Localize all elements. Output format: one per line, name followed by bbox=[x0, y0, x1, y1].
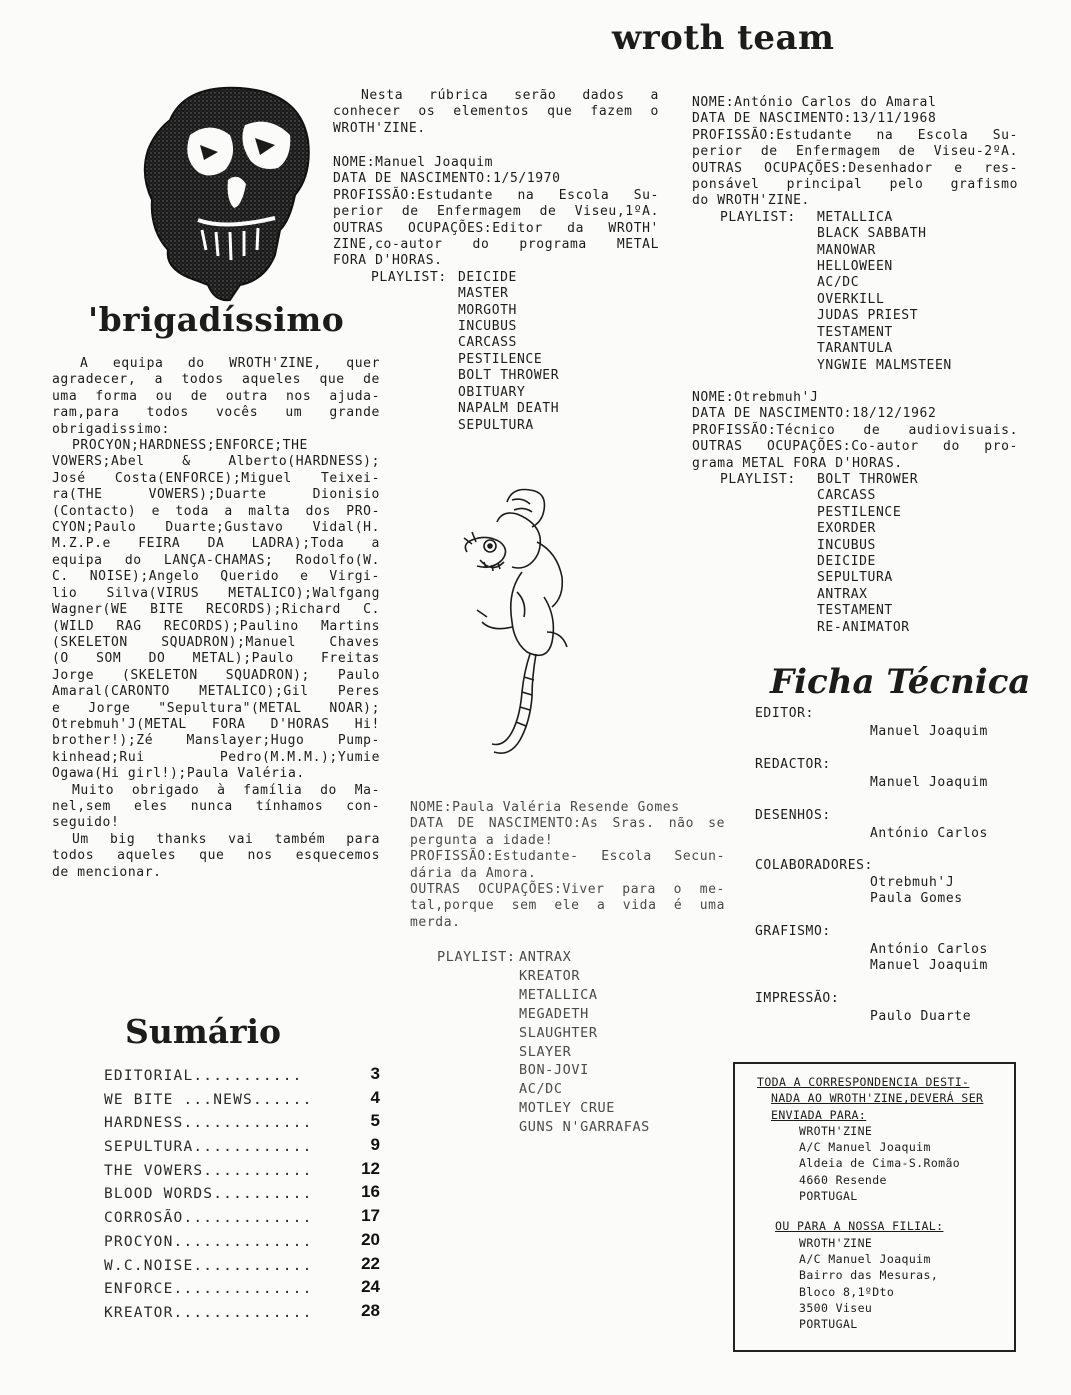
playlist-item: JUDAS PRIEST bbox=[817, 308, 919, 324]
playlist-item: MORGOTH bbox=[458, 302, 517, 318]
member-profile-otrebmuh bbox=[692, 390, 1018, 636]
playlist-item: DEICIDE bbox=[817, 554, 876, 570]
text-line: ram,para todos vocês um grande bbox=[52, 405, 380, 421]
text-line: lio Silva(VIRUS METALICO);Walfgang bbox=[52, 585, 380, 601]
text-line: Jorge (SKELETON SQUADRON); Paulo bbox=[52, 667, 380, 683]
text-line: ENVIADA PARA: bbox=[771, 1107, 867, 1122]
playlist-label: PLAYLIST: bbox=[720, 472, 796, 488]
toc-item bbox=[104, 1300, 384, 1329]
member-birthdate: DATA DE NASCIMENTO:13/11/1968 bbox=[692, 111, 937, 127]
member-name: NOME:Paula Valéria Resende Gomes bbox=[410, 800, 680, 815]
playlist-item: YNGWIE MALMSTEEN bbox=[817, 357, 952, 373]
playlist-item: EXORDER bbox=[817, 521, 876, 537]
playlist-item: BLACK SABBATH bbox=[817, 226, 927, 242]
playlist-item: SLAUGHTER bbox=[519, 1024, 598, 1041]
text-line: kinhead;Rui Pedro(M.M.M.);Yumie bbox=[52, 749, 380, 765]
text-line: de mencionar. bbox=[52, 864, 162, 880]
text-line: conhecer os elementos que fazem o bbox=[333, 104, 659, 120]
toc-label: W.C.NOISE............ bbox=[104, 1257, 313, 1274]
playlist bbox=[437, 948, 650, 1137]
toc-item bbox=[104, 1087, 384, 1116]
playlist-item: PESTILENCE bbox=[458, 351, 543, 367]
text-line: ponsável principal pelo grafismo bbox=[692, 177, 1018, 193]
playlist-label: PLAYLIST: bbox=[371, 269, 447, 285]
toc-item bbox=[104, 1064, 384, 1092]
playlist-item: CARCASS bbox=[458, 335, 517, 351]
thanks-paragraph bbox=[52, 356, 380, 881]
member-birthdate: DATA DE NASCIMENTO:1/5/1970 bbox=[333, 171, 561, 187]
text-line: Ogawa(Hi girl!);Paula Valéria. bbox=[52, 766, 305, 782]
text-line: OUTRAS OCUPAÇÕES:Desenhador e res- bbox=[692, 160, 1018, 176]
toc-page: 3 bbox=[370, 1064, 380, 1083]
toc-label: HARDNESS............. bbox=[104, 1115, 313, 1132]
toc-item bbox=[104, 1277, 384, 1305]
toc-page: 22 bbox=[361, 1253, 380, 1273]
credits-list bbox=[755, 706, 1015, 1026]
text-line: tal,porque sem ele a vida é uma bbox=[410, 898, 725, 914]
playlist-item: MASTER bbox=[458, 286, 509, 302]
credit-label: COLABORADORES: bbox=[755, 858, 873, 874]
member-profile-antonio bbox=[692, 95, 1018, 374]
address-line: WROTH'ZINE bbox=[799, 1123, 873, 1138]
text-line: (SKELETON SQUADRON);Manuel Chaves bbox=[52, 634, 380, 650]
text-line: OUTRAS OCUPAÇÕES:Co-autor do pro- bbox=[692, 439, 1018, 455]
credit-value: António Carlos bbox=[870, 826, 988, 842]
toc-label: PROCYON.............. bbox=[104, 1233, 313, 1250]
text-line: DATA DE NASCIMENTO:As Sras. não se bbox=[410, 816, 725, 832]
toc-page: 5 bbox=[370, 1111, 380, 1131]
toc-item bbox=[104, 1135, 384, 1163]
credit-value: Manuel Joaquim bbox=[870, 724, 988, 740]
playlist-item: MEGADETH bbox=[519, 1005, 589, 1022]
toc-item bbox=[104, 1158, 384, 1187]
address-line: A/C Manuel Joaquim bbox=[799, 1251, 931, 1266]
credit-value: Otrebmuh'J bbox=[870, 874, 955, 890]
credit-label: IMPRESSÃO: bbox=[755, 990, 840, 1006]
playlist-item: GUNS N'GARRAFAS bbox=[519, 1119, 650, 1136]
text-line: A equipa do WROTH'ZINE, quer bbox=[80, 356, 380, 371]
member-birthdate: DATA DE NASCIMENTO:18/12/1962 bbox=[692, 406, 937, 422]
text-line: José Costa(ENFORCE);Miguel Teixei- bbox=[52, 470, 380, 486]
member-profile-manuel bbox=[333, 155, 659, 434]
toc-label: SEPULTURA............ bbox=[104, 1139, 313, 1156]
playlist-item: TESTAMENT bbox=[817, 324, 893, 340]
toc-label: THE VOWERS........... bbox=[104, 1162, 313, 1179]
playlist-item: CARCASS bbox=[817, 488, 876, 504]
text-line: OU PARA A NOSSA FILIAL: bbox=[775, 1219, 944, 1234]
text-line: C. NOISE);Angelo Querido e Virgi- bbox=[52, 569, 380, 585]
playlist-item: METALLICA bbox=[817, 209, 893, 225]
intro-paragraph bbox=[333, 88, 659, 137]
playlist-label: PLAYLIST: bbox=[720, 209, 796, 225]
playlist-item: OVERKILL bbox=[817, 291, 885, 307]
toc-page: 20 bbox=[361, 1229, 380, 1249]
playlist-item: INCUBUS bbox=[458, 319, 517, 335]
text-line: PROFISSÃO:Estudante na Escola Su- bbox=[692, 127, 1018, 143]
toc-item bbox=[104, 1229, 384, 1258]
text-line: dária da Amora. bbox=[410, 865, 537, 881]
playlist-item: AC/DC bbox=[817, 275, 860, 291]
address-line: Bairro das Mesuras, bbox=[799, 1268, 939, 1283]
playlist-item: MANOWAR bbox=[817, 242, 876, 258]
text-line: M.Z.P.e FEIRA DA LADRA);Toda a bbox=[52, 536, 380, 552]
toc-label: KREATOR.............. bbox=[104, 1304, 313, 1321]
text-line: NADA AO WROTH'ZINE,DEVERÁ SER bbox=[771, 1091, 984, 1106]
toc-label: ENFORCE.............. bbox=[104, 1281, 313, 1298]
member-name: NOME:Otrebmuh'J bbox=[692, 390, 819, 405]
playlist-item: SEPULTURA bbox=[458, 417, 534, 433]
text-line: obrigadissimo: bbox=[52, 421, 170, 437]
text-line: seguido! bbox=[52, 815, 120, 831]
toc-item bbox=[104, 1111, 384, 1139]
text-line: TODA A CORRESPONDENCIA DESTI- bbox=[757, 1075, 970, 1089]
member-name: NOME:António Carlos do Amaral bbox=[692, 95, 937, 110]
playlist-item: BOLT THROWER bbox=[458, 368, 560, 384]
address-line: WROTH'ZINE bbox=[799, 1235, 873, 1250]
playlist-item: RE-ANIMATOR bbox=[817, 619, 910, 635]
text-line: OUTRAS OCUPAÇÕES:Viver para o me- bbox=[410, 882, 725, 898]
text-line: do WROTH'ZINE. bbox=[692, 193, 810, 209]
playlist-item: SEPULTURA bbox=[817, 570, 893, 586]
playlist-item: DEICIDE bbox=[458, 269, 517, 285]
text-line: todos aqueles que nos esquecemos bbox=[52, 848, 380, 864]
text-line: merda. bbox=[410, 914, 461, 930]
text-line: FORA D'HORAS. bbox=[333, 253, 443, 269]
text-line: (WILD RAG RECORDS);Paulino Martins bbox=[52, 618, 380, 634]
toc-label: EDITORIAL........... bbox=[104, 1068, 303, 1084]
playlist-item: SLAYER bbox=[519, 1043, 572, 1060]
text-line: ZINE,co-autor do programa METAL bbox=[333, 237, 659, 253]
text-line: Um big thanks vai também para bbox=[72, 831, 380, 847]
text-line: perior de Enfermagem de Viseu-2ºA. bbox=[692, 144, 1018, 160]
credit-value: António Carlos bbox=[870, 942, 988, 958]
playlist-item: HELLOWEEN bbox=[817, 259, 893, 275]
text-line: brother!);Zé Manslayer;Hugo Pump- bbox=[52, 733, 380, 749]
toc-item bbox=[104, 1206, 384, 1234]
skull-illustration bbox=[130, 80, 315, 305]
playlist-label: PLAYLIST: bbox=[437, 949, 516, 965]
text-line: (Contacto) e toda a malta dos PRO- bbox=[52, 503, 380, 519]
member-profile-paula bbox=[410, 800, 725, 931]
creature-illustration bbox=[452, 482, 587, 767]
address-line: PORTUGAL bbox=[799, 1189, 858, 1204]
toc-page: 17 bbox=[361, 1206, 380, 1226]
toc-item bbox=[104, 1182, 384, 1210]
section-title-wroth-team: wroth team bbox=[612, 18, 835, 58]
address-line: 3500 Viseu bbox=[799, 1300, 873, 1315]
playlist-item: PESTILENCE bbox=[817, 504, 902, 520]
text-line: equipa do LANÇA-CHAMAS; Rodolfo(W. bbox=[52, 552, 380, 568]
playlist bbox=[333, 270, 659, 434]
text-line: Amaral(CARONTO METALICO);Gil Peres bbox=[52, 684, 380, 700]
credit-value: Paula Gomes bbox=[870, 891, 963, 907]
text-line: PROFISSÃO:Estudante na Escola Su- bbox=[333, 187, 659, 203]
toc-page: 16 bbox=[361, 1182, 380, 1202]
text-line: agradecer, a todos aqueles que de bbox=[52, 372, 380, 388]
text-line: CYON;Paulo Duarte;Gustavo Vidal(H. bbox=[52, 520, 380, 536]
toc-label: WE BITE ...NEWS...... bbox=[104, 1091, 313, 1108]
playlist-item: MOTLEY CRUE bbox=[519, 1100, 616, 1117]
playlist-item: KREATOR bbox=[519, 967, 581, 984]
credit-label: EDITOR: bbox=[755, 706, 814, 721]
address-line: Bloco 8,1ºDto bbox=[799, 1284, 895, 1299]
text-line: Wagner(WE BITE RECORDS);Richard C. bbox=[52, 602, 380, 618]
section-title-sumario: Sumário bbox=[125, 1012, 282, 1051]
section-title-obrigadissimo: 'brigadíssimo bbox=[88, 300, 345, 339]
text-line: OUTRAS OCUPAÇÕES:Editor da WROTH' bbox=[333, 220, 659, 236]
toc-page: 9 bbox=[370, 1135, 380, 1155]
toc-page: 28 bbox=[361, 1300, 380, 1320]
text-line: pergunta a idade! bbox=[410, 832, 554, 848]
address-text bbox=[759, 1074, 1014, 1332]
table-of-contents bbox=[104, 1064, 384, 1329]
playlist-item: METALLICA bbox=[519, 986, 598, 1003]
text-line: PROFISSÃO:Estudante- Escola Secun- bbox=[410, 849, 725, 865]
address-line: 4660 Resende bbox=[799, 1172, 887, 1187]
text-line: PROFISSÃO:Técnico de audiovisuais. bbox=[692, 422, 1018, 438]
text-line: WROTH'ZINE. bbox=[333, 120, 426, 136]
credit-value: Paulo Duarte bbox=[870, 1009, 972, 1025]
text-line: e Jorge "Sepultura"(METAL NOAR); bbox=[52, 700, 380, 716]
playlist-item: BOLT THROWER bbox=[817, 472, 919, 488]
toc-label: BLOOD WORDS.......... bbox=[104, 1186, 313, 1203]
toc-item bbox=[104, 1253, 384, 1282]
text-line: (O SOM DO METAL);Paulo Freitas bbox=[52, 651, 380, 667]
text-line: PROCYON;HARDNESS;ENFORCE;THE bbox=[72, 438, 308, 454]
toc-page: 24 bbox=[361, 1277, 380, 1297]
playlist bbox=[692, 472, 1018, 636]
toc-page: 12 bbox=[361, 1158, 380, 1178]
address-box bbox=[733, 1062, 1016, 1352]
address-line: PORTUGAL bbox=[799, 1317, 858, 1332]
text-line: VOWERS;Abel & Alberto(HARDNESS); bbox=[52, 454, 380, 470]
text-line: perior de Enfermagem de Viseu,1ºA. bbox=[333, 204, 659, 220]
playlist-item: OBITUARY bbox=[458, 384, 526, 400]
playlist-item: ANTRAX bbox=[817, 586, 868, 602]
text-line: Nesta rúbrica serão dados a bbox=[361, 88, 659, 103]
playlist-item: INCUBUS bbox=[817, 537, 876, 553]
address-line: Aldeia de Cima-S.Romão bbox=[799, 1156, 961, 1171]
section-title-ficha-tecnica: Ficha Técnica bbox=[770, 662, 1031, 702]
text-line: Muito obrigado à família do Ma- bbox=[72, 782, 380, 798]
playlist-item: ANTRAX bbox=[519, 949, 572, 965]
playlist-item: NAPALM DEATH bbox=[458, 401, 560, 417]
text-line: Otrebmuh'J(METAL FORA D'HORAS Hi! bbox=[52, 716, 380, 732]
toc-page: 4 bbox=[370, 1087, 380, 1107]
credit-label: GRAFISMO: bbox=[755, 923, 831, 939]
playlist-item: BON-JOVI bbox=[519, 1062, 589, 1079]
credit-value: Manuel Joaquim bbox=[870, 775, 988, 791]
playlist bbox=[692, 210, 1018, 374]
text-line: grama METAL FORA D'HORAS. bbox=[692, 455, 903, 471]
playlist-item: TARANTULA bbox=[817, 341, 893, 357]
credit-label: REDACTOR: bbox=[755, 756, 831, 772]
text-line: ra(THE VOWERS);Duarte Dionisio bbox=[52, 487, 380, 503]
text-line: nel,sem eles nunca tínhamos con- bbox=[52, 798, 380, 814]
toc-label: CORROSÃO............. bbox=[104, 1210, 313, 1227]
address-line: A/C Manuel Joaquim bbox=[799, 1140, 931, 1155]
member-name: NOME:Manuel Joaquim bbox=[333, 155, 494, 170]
playlist-item: AC/DC bbox=[519, 1081, 563, 1098]
playlist-item: TESTAMENT bbox=[817, 603, 893, 619]
credit-value: Manuel Joaquim bbox=[870, 958, 988, 974]
credit-label: DESENHOS: bbox=[755, 807, 831, 823]
text-line: uma forma ou de outra nos ajuda- bbox=[52, 388, 380, 404]
